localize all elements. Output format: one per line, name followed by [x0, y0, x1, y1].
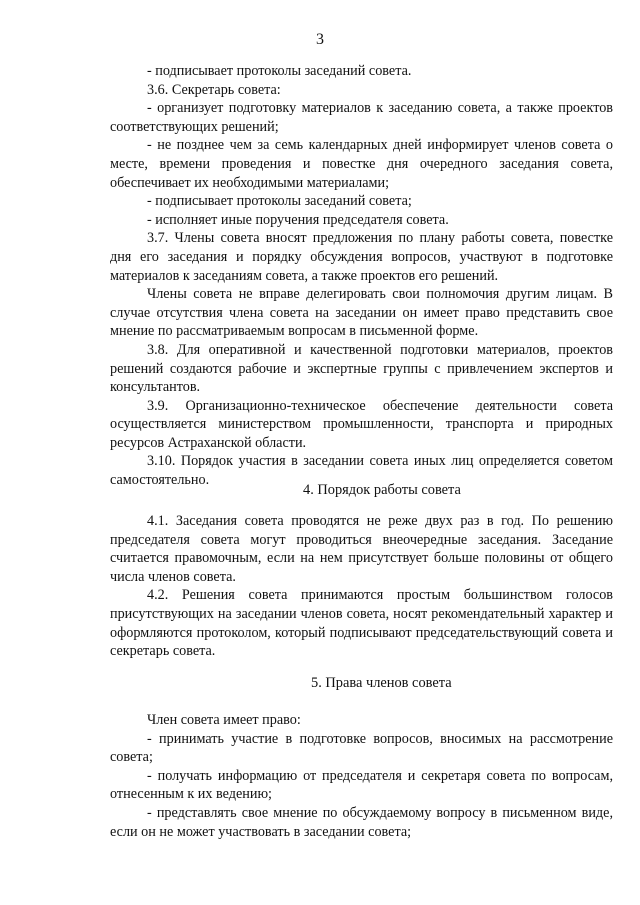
paragraph: 3.9. Организационно-техническое обеспечение деятельности совета осуществляется министерством промышленности, транспорта и природных ресурсов Астраханской области.: [110, 397, 613, 451]
paragraph: - получать информацию от председателя и секретаря совета по вопросам, отнесенным к их ведению;: [110, 767, 613, 803]
paragraph: - исполняет иные поручения председателя совета.: [147, 211, 449, 228]
paragraph: 3.6. Секретарь совета:: [147, 81, 281, 98]
paragraph: 3.7. Члены совета вносят предложения по плану работы совета, повестке дня его заседания и порядку обсуждения вопросов, участвуют в подготовке материалов к заседаниям совета, а также проектов его решений.: [110, 230, 613, 284]
paragraph: - подписывает протоколы заседаний совета;: [147, 193, 412, 210]
paragraph: 3.10. Порядок участия в заседании совета иных лиц определяется советом самостоятельно.: [110, 453, 613, 489]
paragraph: Член совета имеет право:: [147, 712, 301, 728]
paragraph: - подписывает протоколы заседаний совета.: [147, 63, 412, 79]
section-heading-text: 5. Права членов совета: [311, 675, 452, 691]
paragraph: 4.2. Решения совета принимаются простым большинством голосов присутствующих на заседании членов совета, носят рекомендательный характер и оформляются протоколом, который подписывают председательствующий совета и секретарь совета.: [110, 587, 613, 660]
paragraph: - организует подготовку материалов к заседанию совета, а также проектов соответствующих решений;: [110, 100, 613, 135]
paragraph: - не позднее чем за семь календарных дней информирует членов совета о месте, времени проведения и повестке дня очередного заседания совета, обеспечивает их необходимыми материалами;: [110, 137, 613, 191]
paragraph: Члены совета не вправе делегировать свои полномочия другим лицам. В случае отсутствия члена совета на заседании он имеет право представить свое мнение по рассматриваемым вопросам в письменной форме.: [110, 286, 613, 340]
section-5-text: [110, 711, 613, 841]
section-4-text: [110, 512, 613, 661]
paragraph: - представлять свое мнение по обсуждаемому вопросу в письменном виде, если он не может участвовать в заседании совета;: [110, 804, 613, 840]
paragraph: 3.8. Для оперативной и качественной подготовки материалов, проектов решений создаются рабочие и экспертные группы с привлечением экспертов и консультантов.: [110, 341, 613, 396]
section-heading-text: 4. Порядок работы совета: [303, 482, 461, 498]
section-3-text: [110, 62, 613, 490]
page-number: 3: [316, 31, 324, 48]
paragraph: 4.1. Заседания совета проводятся не реже двух раз в год. По решению председателя совета могут проводиться внеочередные заседания. Заседание считается правомочным, если на нем присутствует больше половины от общего числа членов совета.: [110, 513, 613, 585]
paragraph: - принимать участие в подготовке вопросов, вносимых на рассмотрение совета;: [110, 730, 613, 766]
